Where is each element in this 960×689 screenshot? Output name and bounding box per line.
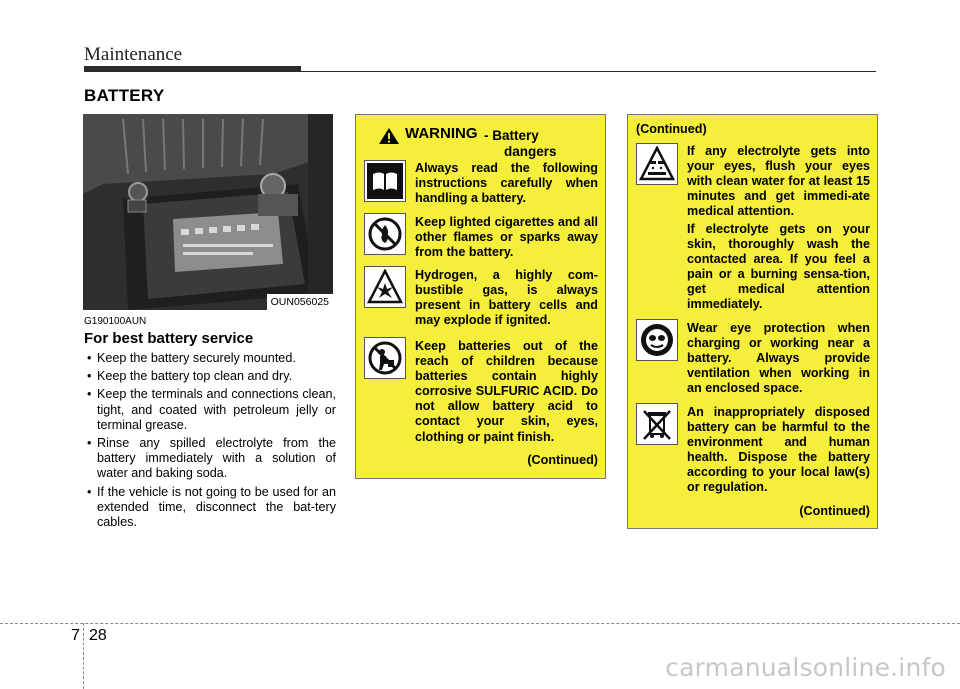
warning-word: WARNING [405,125,478,142]
list-item: • If the vehicle is not going to be used for an extended time, disconnect the bat-tery cables. [84,485,336,531]
section-title: BATTERY [84,86,165,105]
no-flame-icon [364,213,406,255]
explosion-icon [364,266,406,308]
list-item: • Keep the battery top clean and dry. [84,369,336,384]
list-item: • Rinse any spilled electrolyte from the battery immediately with a solution of water and baking soda. [84,436,336,482]
warning-triangle-icon [378,127,400,145]
photo-code: OUN056025 [267,294,333,310]
battery-tips-list [84,351,336,533]
book-icon [364,160,406,202]
warning-text: If any electrolyte gets into your eyes, flush your eyes with clean water for at least 15 minutes and get immedi-ate medical attention. [687,144,870,219]
warning-text: Keep batteries out of the reach of children because batteries contain highly corrosive SULFURIC ACID. Do not allow battery acid to contact your skin, eyes, clothing or paint finish. [415,339,598,444]
warning-text: Hydrogen, a highly com-bustible gas, is always present in battery cells and may explode if ignited. [415,268,598,328]
eye-protection-icon [636,319,678,361]
warning-box-continued [627,114,878,529]
list-item: • Keep the battery securely mounted. [84,351,336,366]
chapter-number: 7 [71,627,80,644]
warning-text: An inappropriately disposed battery can be harmful to the environment and human health. Dispose the battery according to your local law(s) or regulation. [687,405,870,495]
warning-subtitle-2: dangers [504,144,557,159]
continued-label-top: (Continued) [636,122,707,136]
page-number: 28 [89,627,107,644]
watermark: carmanualsonline.info [665,653,946,682]
section-code: G190100AUN [84,316,147,327]
warning-box-battery-dangers [355,114,606,479]
corrosive-icon [636,143,678,185]
continued-label: (Continued) [799,504,870,518]
warning-text: If electrolyte gets on your skin, thoroughly wash the contacted area. If you feel a pain or a burning sensa-tion, get medical attention immediately. [687,222,870,312]
crossed-bin-icon [636,403,678,445]
header-rule [84,71,876,72]
footer-divider [83,623,84,689]
continued-label: (Continued) [527,453,598,467]
warning-text: Wear eye protection when charging or working near a battery. Always provide ventilation when working in an enclosed space. [687,321,870,396]
battery-photo [83,114,333,310]
footer-rule [0,623,960,624]
warning-text: Always read the following instructions carefully when handling a battery. [415,161,598,206]
header-title: Maintenance [84,44,183,65]
warning-text: Keep lighted cigarettes and all other flames or sparks away from the battery. [415,215,598,260]
warning-subtitle: - Battery [484,128,539,143]
subheading: For best battery service [84,330,254,347]
keep-away-children-icon [364,337,406,379]
list-item: • Keep the terminals and connections clean, tight, and coated with petroleum jelly or terminal grease. [84,387,336,433]
